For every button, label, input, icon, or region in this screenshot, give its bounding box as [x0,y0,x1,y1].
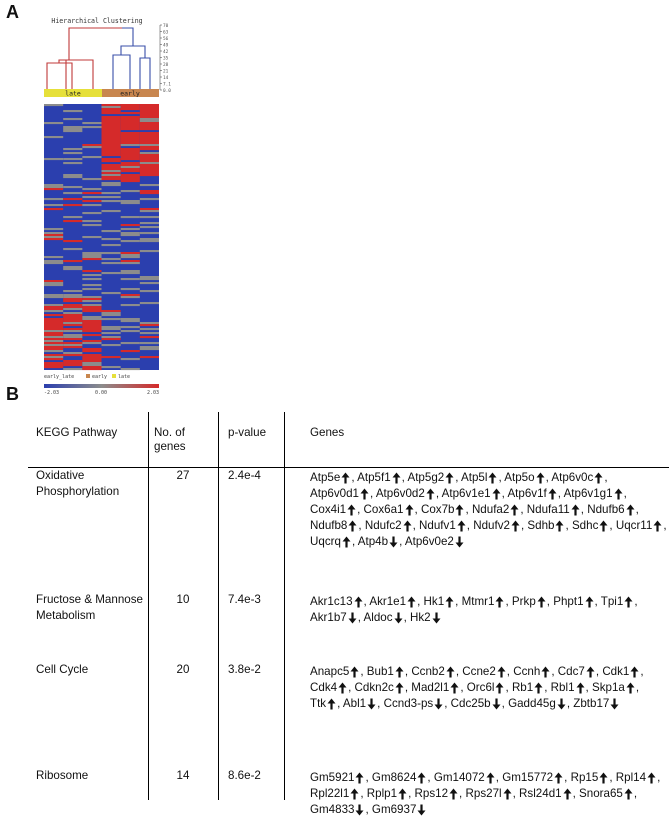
gene-entry [310,697,337,710]
gene-entry [364,503,415,516]
arrow-up-icon [355,772,364,784]
arrow-down-icon [434,698,443,710]
gene-entry [310,503,357,516]
gene-entry [310,611,358,624]
gene-symbol: Cox7b [420,503,455,516]
table-row [28,468,669,580]
gene-entry [616,519,664,532]
arrow-up-icon [348,520,357,532]
gene-entry [592,681,636,694]
arrow-up-icon [599,772,608,784]
gene-entry [310,681,348,694]
gene-entry [367,787,408,800]
gene-entry [601,595,635,608]
gene-symbol: Rbl1 [550,681,575,694]
gene-symbol: Cdk4 [310,681,338,694]
p-value: 7.4e-3 [228,593,261,606]
gene-entry [461,471,498,484]
gene-entry [579,787,634,800]
gene-symbol: Sdhb [527,519,555,532]
arrow-up-icon [488,472,497,484]
gene-symbol: Ccne2 [462,665,496,678]
gene-entry [369,595,417,608]
gene-symbol: Rps12 [414,787,449,800]
gene-list: Anapc5 , Bub1 , Ccnb2 , Ccne2 , Ccnh , Cdc7 , Cdk1 , Cdk4 , Cdkn2c , Mad2l1 , Orc6l , Rb1 , Rbl1 , Skp1a , Ttk , Abl1 , Ccnd3-ps , Cdc25b , Gadd45g , Zbtb17 [310,665,644,710]
gene-symbol: Ccnd3-ps [383,697,434,710]
arrow-up-icon [495,682,504,694]
arrow-up-icon [492,488,501,500]
gene-entry [504,471,545,484]
gene-symbol: Hk2 [410,611,431,624]
gene-symbol: Ndufb6 [587,503,625,516]
gene-entry [527,519,565,532]
header-kegg-pathway: KEGG Pathway [36,426,118,439]
gene-entry [527,503,581,516]
arrow-down-icon [610,698,619,710]
gene-entry [572,519,609,532]
arrow-up-icon [534,682,543,694]
gene-entry [573,697,620,710]
arrow-up-icon [417,772,426,784]
gene-symbol: Ndufv1 [419,519,456,532]
gene-list: Atp5e , Atp5f1 , Atp5g2 , Atp5l , Atp5o , Atp6v0c , Atp6v0d1 , Atp6v0d2 , Atp6v1e1 , Atp6v1f , Atp6v1g1 , Cox4i1 , Cox6a1 , Cox7b , Ndufa2 , Ndufa11 , Ndufb6 , Ndufb8 , Ndufc2 , Ndufv1 , Ndufv2 , Sdhb , Sdhc , Uqcr11 , Uqcrq , Atp4b , Atp6v0e2 [310,471,667,548]
gene-entry [310,535,352,548]
arrow-up-icon [510,504,519,516]
gene-entry [411,665,456,678]
dendrogram-scale-label: 49 [163,43,169,49]
column-divider-1 [148,412,149,800]
gene-symbol: Uqcrq [310,535,341,548]
gene-symbol: Tpi1 [600,595,624,608]
arrow-up-icon [392,472,401,484]
arrow-up-icon [576,682,585,694]
gene-count: 10 [176,593,190,606]
dendrogram-scale-label: 14 [163,75,169,81]
gene-entry [462,595,506,608]
gene-entry [508,697,567,710]
gene-symbol: Mad2l1 [411,681,450,694]
header-number-of-genes: No. of genes [154,426,186,453]
gene-symbol: Snora65 [579,787,623,800]
dendrogram-scale-label: 0.0 [163,88,171,94]
gene-entry [451,697,502,710]
gene-symbol: Anapc5 [310,665,350,678]
gene-entry [467,681,506,694]
gene-count: 27 [176,469,190,482]
arrow-up-icon [548,488,557,500]
gene-symbol: Prkp [511,595,536,608]
gene-entry [355,681,405,694]
arrow-up-icon [486,772,495,784]
arrow-up-icon [511,520,520,532]
arrow-up-icon [338,682,347,694]
gene-symbol: Cdkn2c [354,681,394,694]
gene-symbol: Ndufa11 [526,503,570,516]
gene-symbol: Phpt1 [553,595,584,608]
gene-symbol: Hk1 [423,595,445,608]
gene-symbol: Rps27l [465,787,502,800]
kegg-pathway-table [28,412,669,816]
arrow-up-icon [594,472,603,484]
arrow-up-icon [585,596,594,608]
gene-list: Gm5921 , Gm8624 , Gm14072 , Gm15772 , Rp15 , Rpl14 , Rpl22l1 , Rplp1 , Rps12 , Rps27l , Rsl24d1 , Snora65 , Gm4833 , Gm6937 [310,771,661,816]
arrow-up-icon [360,488,369,500]
arrow-up-icon [624,788,633,800]
gene-entry [564,487,624,500]
gene-symbol: Gm5921 [310,771,355,784]
legend-early: early [92,374,108,380]
arrow-up-icon [407,596,416,608]
arrow-up-icon [354,596,363,608]
arrow-down-icon [417,804,426,816]
arrow-down-icon [389,536,398,548]
arrow-up-icon [571,504,580,516]
gene-symbol: Gm6937 [371,803,417,816]
arrow-down-icon [432,612,441,624]
arrow-up-icon [614,488,623,500]
gene-entry [419,519,467,532]
gene-symbol: Rpl22l1 [310,787,350,800]
arrow-up-icon [599,520,608,532]
gene-entry [502,771,564,784]
gene-symbol: Gm8624 [371,771,417,784]
gene-entry [415,787,460,800]
dendrogram-scale-label: 56 [163,36,169,42]
p-value: 3.8e-2 [228,663,261,676]
gene-entry [357,471,402,484]
gene-entry [616,771,657,784]
gene-entry [310,665,360,678]
arrow-up-icon [626,682,635,694]
gene-entry [421,503,466,516]
gene-count: 14 [176,769,190,782]
table-row [28,662,669,754]
gene-entry [310,803,365,816]
arrow-up-icon [541,666,550,678]
arrow-up-icon [403,520,412,532]
arrow-up-icon [647,772,656,784]
arrow-down-icon [492,698,501,710]
gene-symbol: Rpl14 [615,771,647,784]
panel-label-a: A [6,2,19,22]
group-label-early: early [120,89,140,98]
colorbar-tick-max: 2.03 [146,390,159,396]
gene-symbol: Rsl24d1 [519,787,562,800]
gene-entry [410,611,442,624]
gene-symbol: Atp6v0e2 [404,535,454,548]
arrow-up-icon [555,520,564,532]
gene-entry [310,519,358,532]
gene-symbol: Aldoc [363,611,393,624]
arrow-up-icon [405,504,414,516]
gene-list: Akr1c13 , Akr1e1 , Hk1 , Mtmr1 , Prkp , Phpt1 , Tpi1 , Akr1b7 , Aldoc , Hk2 [310,595,638,624]
header-p-value: p-value [228,426,267,439]
p-value: 8.6e-2 [228,769,261,782]
gene-entry [442,487,502,500]
pathway-name: Ribosome [36,769,89,782]
arrow-up-icon [350,666,359,678]
gene-entry [424,595,456,608]
dendrogram-scale-label: 63 [163,30,169,36]
gene-symbol: Atp5f1 [357,471,391,484]
gene-symbol: Rplp1 [366,787,398,800]
gene-entry [365,519,413,532]
gene-symbol: Atp4b [357,535,389,548]
colorbar-gradient [44,384,159,388]
gene-symbol: Sdhc [571,519,599,532]
gene-entry [507,487,557,500]
arrow-up-icon [350,788,359,800]
arrow-up-icon [536,472,545,484]
p-value: 2.4e-4 [228,469,261,482]
gene-entry [372,771,427,784]
colorbar-tick-mid: 0.00 [94,390,108,396]
gene-entry [553,595,594,608]
gene-symbol: Ndufv2 [473,519,510,532]
arrow-up-icon [457,520,466,532]
arrow-up-icon [327,698,336,710]
gene-symbol: Cox6a1 [363,503,404,516]
gene-symbol: Ndufc2 [364,519,402,532]
colorbar [0,0,200,400]
dendrogram-scale-label: 28 [163,62,169,68]
legend-early-late: early_late [44,374,75,380]
arrow-down-icon [355,804,364,816]
arrow-up-icon [586,666,595,678]
header-genes: Genes [310,426,345,439]
arrow-down-icon [455,536,464,548]
gene-symbol: Rb1 [511,681,534,694]
arrow-up-icon [450,682,459,694]
gene-entry [466,787,513,800]
arrow-up-icon [554,772,563,784]
gene-symbol: Gadd45g [508,697,556,710]
table-row [28,592,669,658]
panel-label-b: B [6,384,19,404]
gene-symbol: Bub1 [366,665,394,678]
dendrogram-scale-label: 42 [163,49,169,55]
dendrogram-scale-label: 21 [163,69,169,75]
arrow-up-icon [398,788,407,800]
gene-symbol: Atp6v1g1 [563,487,613,500]
clustering-title: Hierarchical Clustering [51,17,143,25]
gene-entry [462,665,507,678]
gene-symbol: Akr1c13 [310,595,353,608]
gene-entry [376,487,436,500]
column-divider-2 [218,412,219,800]
colorbar-tick-min: -2.03 [44,390,60,396]
gene-symbol: Gm4833 [310,803,355,816]
arrow-down-icon [348,612,357,624]
gene-symbol: Cdc25b [450,697,491,710]
gene-entry [310,595,364,608]
gene-entry [519,787,573,800]
gene-entry [407,471,455,484]
gene-symbol: Ndufa2 [471,503,510,516]
arrow-up-icon [495,596,504,608]
gene-symbol: Atp6v0c [551,471,594,484]
arrow-up-icon [445,596,454,608]
dendrogram-scale-label: 70 [163,23,169,29]
arrow-up-icon [449,788,458,800]
arrow-up-icon [503,788,512,800]
gene-symbol: Atp6v0d1 [310,487,359,500]
gene-symbol: Akr1b7 [310,611,347,624]
pathway-name: Oxidative Phosphorylation [36,469,120,498]
gene-symbol: Gm15772 [502,771,554,784]
gene-entry [513,665,551,678]
gene-entry [310,471,351,484]
gene-entry [512,681,544,694]
table-row [28,768,669,830]
arrow-up-icon [347,504,356,516]
gene-symbol: Cdc7 [557,665,585,678]
arrow-up-icon [426,488,435,500]
gene-entry [558,665,596,678]
gene-entry [551,471,604,484]
gene-symbol: Atp5o [504,471,535,484]
gene-entry [405,535,465,548]
table-header [28,412,669,468]
gene-entry [551,681,586,694]
legend-late: late [118,374,131,380]
gene-entry [364,611,404,624]
gene-entry [571,771,610,784]
arrow-up-icon [537,596,546,608]
dendrogram-scale-label: 35 [163,56,169,62]
gene-entry [434,771,496,784]
gene-entry [472,503,520,516]
arrow-up-icon [626,504,635,516]
gene-symbol: Rp15 [570,771,599,784]
gene-symbol: Orc6l [466,681,495,694]
gene-symbol: Gm14072 [433,771,485,784]
gene-symbol: Ccnb2 [411,665,445,678]
arrow-up-icon [446,666,455,678]
gene-count: 20 [176,663,190,676]
gene-symbol: Cdk1 [602,665,630,678]
arrow-down-icon [557,698,566,710]
gene-symbol: Cox4i1 [310,503,347,516]
group-label-late: late [65,89,81,98]
gene-entry [372,803,427,816]
gene-symbol: Atp5l [461,471,488,484]
arrow-up-icon [455,504,464,516]
gene-entry [473,519,521,532]
arrow-up-icon [395,666,404,678]
gene-symbol: Mtmr1 [461,595,495,608]
gene-entry [310,771,365,784]
gene-symbol: Akr1e1 [369,595,407,608]
gene-entry [512,595,547,608]
gene-entry [310,787,360,800]
pathway-name: Cell Cycle [36,663,89,676]
arrow-up-icon [624,596,633,608]
gene-symbol: Ccnh [513,665,541,678]
gene-symbol: Atp5g2 [407,471,445,484]
gene-symbol: Ttk [310,697,327,710]
gene-symbol: Abl1 [342,697,367,710]
arrow-up-icon [497,666,506,678]
arrow-up-icon [342,536,351,548]
arrow-up-icon [395,682,404,694]
arrow-up-icon [653,520,662,532]
column-divider-3 [284,412,285,800]
pathway-name: Fructose & Mannose Metabolism [36,593,143,622]
gene-symbol: Uqcr11 [615,519,653,532]
arrow-up-icon [630,666,639,678]
arrow-up-icon [445,472,454,484]
dendrogram-scale-label: 7.1 [163,82,171,88]
gene-symbol: Atp6v1e1 [441,487,491,500]
arrow-down-icon [367,698,376,710]
arrow-up-icon [563,788,572,800]
arrow-down-icon [394,612,403,624]
gene-symbol: Atp6v0d2 [375,487,425,500]
gene-symbol: Atp6v1f [507,487,547,500]
gene-symbol: Zbtb17 [573,697,610,710]
gene-entry [384,697,445,710]
gene-symbol: Atp5e [310,471,341,484]
gene-entry [310,487,370,500]
gene-entry [343,697,377,710]
arrow-up-icon [341,472,350,484]
gene-entry [602,665,640,678]
gene-entry [367,665,405,678]
gene-symbol: Skp1a [591,681,625,694]
gene-entry [587,503,635,516]
gene-entry [411,681,460,694]
gene-symbol: Ndufb8 [310,519,348,532]
gene-entry [358,535,399,548]
